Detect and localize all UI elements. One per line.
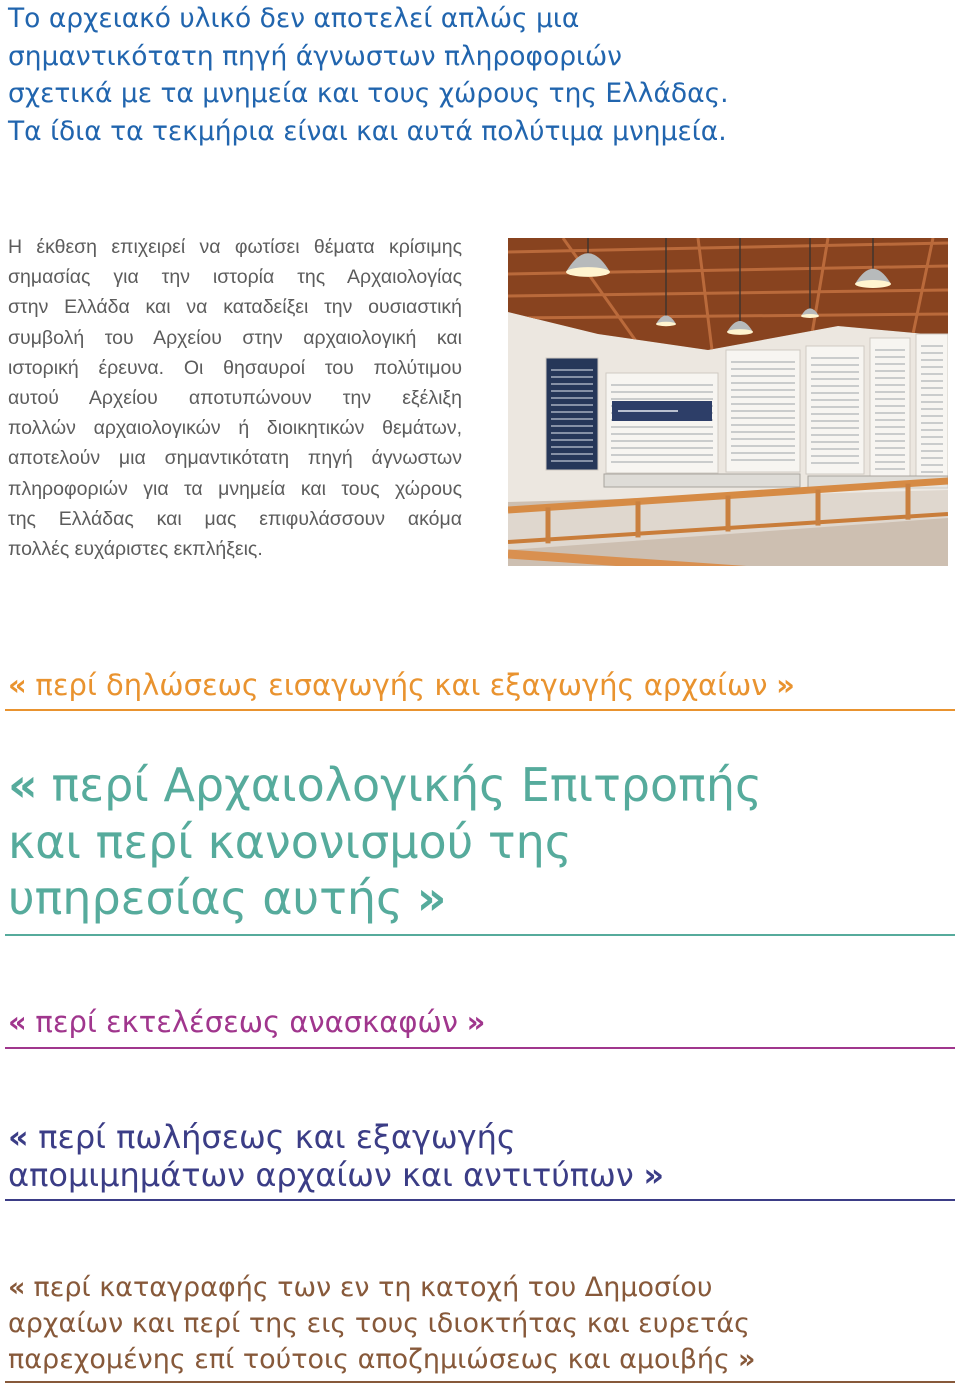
- section-divider: [5, 1199, 955, 1201]
- paragraph-line: ιστορική έρευνα. Οι θησαυροί του πολύτιμου: [8, 356, 462, 379]
- section-divider: [5, 1047, 955, 1049]
- intro-paragraph: [8, 232, 462, 564]
- section-heading-line: [8, 667, 795, 703]
- section-heading-line: [8, 1156, 664, 1194]
- paragraph-line: στην Ελλάδα και να καταδείξει την ουσιαστική: [8, 296, 462, 319]
- exhibit-panel: [546, 358, 598, 470]
- section-heading-text: περί πωλήσεως και εξαγωγής: [38, 1118, 516, 1156]
- paragraph-line: πολλές ευχάριστες εκπλήξεις.: [8, 538, 263, 561]
- headline-line: σημαντικότατη πηγή άγνωστων πληροφοριών: [8, 40, 622, 72]
- section-heading-replicas-sale-export: [8, 1118, 664, 1194]
- open-quote-mark: «: [8, 1272, 26, 1303]
- section-heading-text: περί καταγραφής των εν τη κατοχή του Δημοσίου: [33, 1272, 713, 1303]
- section-heading-line: [8, 1270, 755, 1306]
- panel-board: [546, 358, 598, 470]
- lamp-light: [855, 280, 891, 288]
- exhibit-panel: [726, 350, 800, 472]
- close-quote-mark: »: [776, 668, 795, 702]
- headline-line: Το αρχειακό υλικό δεν αποτελεί απλώς μια: [8, 3, 580, 34]
- exhibit-panel: [870, 338, 910, 478]
- exhibition-photo: [508, 238, 948, 566]
- close-quote-mark: »: [643, 1156, 664, 1194]
- exhibit-panel: [806, 346, 864, 474]
- exhibit-panel: [606, 373, 718, 473]
- panel-board: [870, 338, 910, 478]
- display-case: [604, 474, 800, 487]
- paragraph-line: συμβολή του Αρχείου στην αρχαιολογική και: [8, 326, 462, 349]
- paragraph-line: πληροφοριών για τα μνημεία και τους χώρους: [8, 477, 462, 500]
- paragraph-line: πολλών αρχαιολογικών ή διοικητικών θεμάτων,: [8, 417, 462, 440]
- section-heading-text: περί δηλώσεως εισαγωγής και εξαγωγής αρχαίων: [35, 668, 768, 702]
- section-divider: [5, 934, 955, 936]
- section-heading-line: [8, 814, 762, 871]
- section-heading-text: απομιμημάτων αρχαίων και αντιτύπων: [8, 1156, 634, 1194]
- section-heading-text: και περί κανονισμού της: [8, 814, 572, 869]
- headline-line: Τα ίδια τα τεκμήρια είναι και αυτά πολύτιμα μνημεία.: [8, 116, 727, 148]
- section-heading-text: περί εκτελέσεως ανασκαφών: [35, 1005, 458, 1039]
- headline-line: σχετικά με τα μνημεία και τους χώρους της Ελλάδας.: [8, 78, 729, 110]
- open-quote-mark: «: [8, 1118, 29, 1156]
- paragraph-line: αυτού Αρχείου αποτυπώνουν την εξέλιξη: [8, 387, 462, 410]
- panel-title-band: [612, 401, 712, 421]
- open-quote-mark: «: [8, 758, 38, 812]
- open-quote-mark: «: [8, 1005, 27, 1039]
- panel-board: [606, 373, 718, 473]
- section-divider: [5, 709, 955, 711]
- section-heading-line: [8, 870, 762, 927]
- section-heading-text: υπηρεσίας αυτής: [8, 871, 403, 925]
- intro-headline: [8, 0, 729, 151]
- lamp-light: [566, 267, 610, 277]
- section-heading-import-export-declaration: [8, 667, 795, 703]
- open-quote-mark: «: [8, 668, 27, 702]
- section-heading-line: [8, 1004, 485, 1040]
- section-heading-line: [8, 1306, 755, 1342]
- lamp-light: [727, 329, 753, 335]
- lamp-light: [801, 314, 819, 318]
- paragraph-line: σημασίας για την ιστορία της Αρχαιολογίας: [8, 266, 462, 289]
- paragraph-line: της Ελλάδας και μας επιφυλάσσουν ακόμα: [8, 507, 462, 530]
- section-heading-registration-compensation: [8, 1270, 755, 1378]
- section-heading-excavations: [8, 1004, 485, 1040]
- exhibition-hall-image: [508, 238, 948, 566]
- section-heading-line: [8, 757, 762, 814]
- paragraph-line: Η έκθεση επιχειρεί να φωτίσει θέματα κρίσιμης: [8, 236, 462, 258]
- section-heading-line: [8, 1118, 664, 1156]
- section-heading-text: περί Αρχαιολογικής Επιτροπής: [51, 758, 762, 812]
- lamp-light: [656, 322, 676, 326]
- close-quote-mark: »: [416, 871, 447, 925]
- section-heading-text: αρχαίων και περί της εις τους ιδιοκτήτας και ευρετάς: [8, 1308, 751, 1339]
- section-divider: [5, 1381, 955, 1383]
- exhibit-panel: [916, 334, 948, 484]
- section-heading-line: [8, 1342, 755, 1378]
- close-quote-mark: »: [738, 1344, 756, 1375]
- section-heading-archaeological-committee: [8, 757, 762, 927]
- section-heading-text: παρεχομένης επί τούτοις αποζημιώσεως και αμοιβής: [8, 1344, 730, 1375]
- paragraph-line: αποτελούν μια σημαντικότατη πηγή άγνωστων: [8, 447, 462, 470]
- close-quote-mark: »: [466, 1005, 486, 1039]
